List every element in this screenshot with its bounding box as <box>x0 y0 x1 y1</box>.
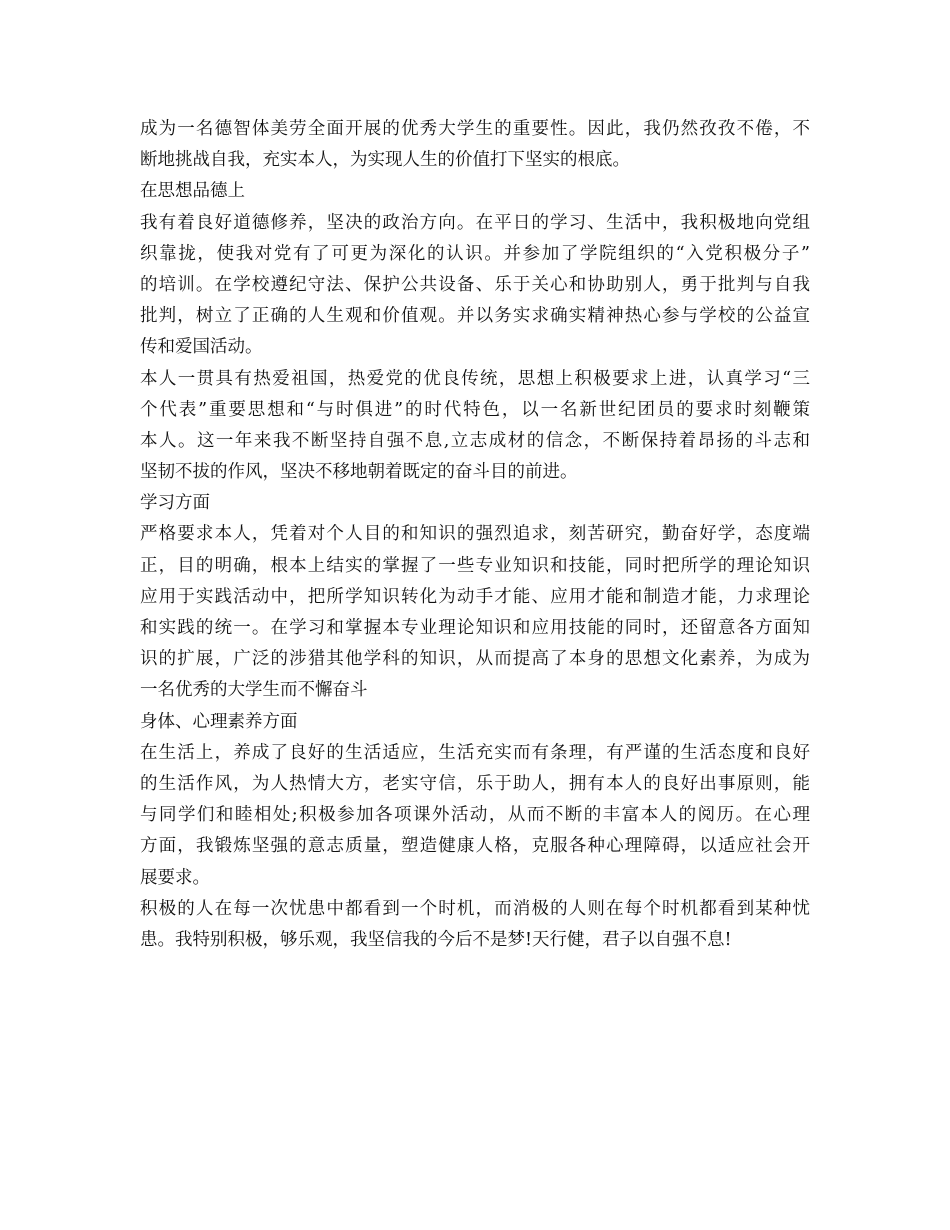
document-body <box>140 114 810 956</box>
text-line: 严格要求本人，凭着对个人目的和知识的强烈追求，刻苦研究，勤奋好学，态度端 <box>140 524 810 545</box>
text-line: 个代表”重要思想和“与时俱进”的时代特色，以一名新世纪团员的要求时刻鞭策 <box>140 399 810 420</box>
text-line: 患。我特别积极，够乐观，我坚信我的今后不是梦!天行健，君子以自强不息! <box>140 929 732 950</box>
text-line: 和实践的统一。在学习和掌握本专业理论知识和应用技能的同时，还留意各方面知 <box>140 618 810 638</box>
text-line: 传和爱国活动。 <box>140 337 263 358</box>
text-line: 一名优秀的大学生而不懈奋斗 <box>140 680 368 701</box>
text-line: 批判，树立了正确的人生观和价值观。并以务实求确实精神热心参与学校的公益宣 <box>140 306 810 327</box>
text-line: 成为一名德智体美劳全面开展的优秀大学生的重要性。因此，我仍然孜孜不倦，不 <box>140 119 810 139</box>
section-heading: 在思想品德上 <box>140 181 245 202</box>
text-line: 本人。这一年来我不断坚持自强不息,立志成材的信念，不断保持着昂扬的斗志和 <box>140 430 810 451</box>
section-heading: 身体、心理素养方面 <box>140 711 298 732</box>
text-line: 积极的人在每一次忧患中都看到一个时机，而消极的人则在每个时机都看到某种忧 <box>140 898 810 919</box>
text-line: 断地挑战自我，充实本人，为实现人生的价值打下坚实的根底。 <box>140 150 630 171</box>
text-line: 方面，我锻炼坚强的意志质量，塑造健康人格，克服各种心理障碍，以适应社会开 <box>140 836 810 857</box>
text-line: 我有着良好道德修养，坚决的政治方向。在平日的学习、生活中，我积极地向党组 <box>140 212 810 233</box>
text-line: 展要求。 <box>140 867 210 888</box>
text-line: 本人一贯具有热爱祖国，热爱党的优良传统，思想上积极要求上进，认真学习“三 <box>140 368 810 389</box>
text-line: 坚韧不拔的作风，坚决不移地朝着既定的奋斗目的前进。 <box>140 462 578 483</box>
text-line: 识的扩展，广泛的涉猎其他学科的知识，从而提高了本身的思想文化素养，为成为 <box>140 649 810 670</box>
text-line: 的培训。在学校遵纪守法、保护公共设备、乐于关心和协助别人，勇于批判与自我 <box>140 274 810 295</box>
text-line: 与同学们和睦相处;积极参加各项课外活动，从而不断的丰富本人的阅历。在心理 <box>140 805 810 826</box>
text-line: 织靠拢，使我对党有了可更为深化的认识。并参加了学院组织的“入党积极分子” <box>140 243 810 264</box>
text-line: 的生活作风，为人热情大方，老实守信，乐于助人，拥有本人的良好出事原则，能 <box>140 773 810 794</box>
text-line: 正，目的明确，根本上结实的掌握了一些专业知识和技能，同时把所学的理论知识 <box>140 555 810 576</box>
text-line: 在生活上，养成了良好的生活适应，生活充实而有条理，有严谨的生活态度和良好 <box>140 742 810 763</box>
text-line: 应用于实践活动中，把所学知识转化为动手才能、应用才能和制造才能，力求理论 <box>140 586 810 607</box>
section-heading: 学习方面 <box>140 493 210 514</box>
